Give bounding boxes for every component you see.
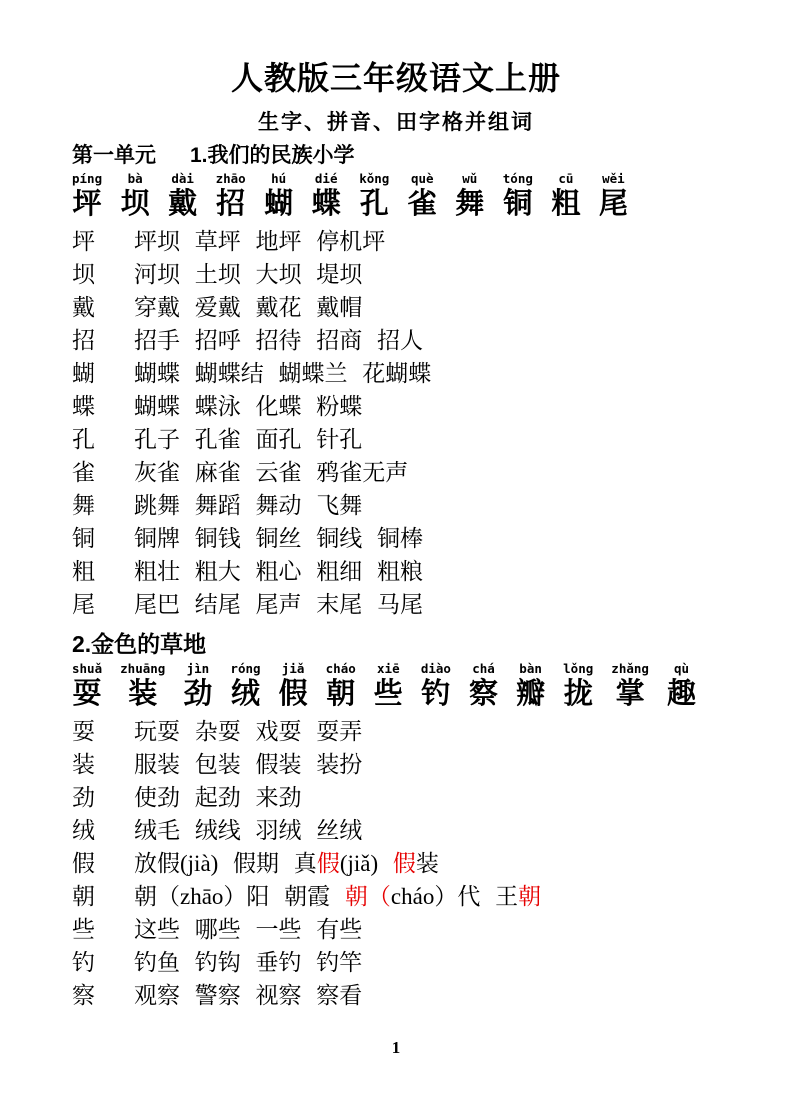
char-column [455,171,484,222]
word-row [72,880,720,913]
pinyin-label: cū [558,171,574,186]
compound-words [134,847,439,880]
compound-words [134,715,362,748]
char-column [599,171,628,222]
new-character: 劲 [183,678,213,710]
page-number: 1 [391,1038,401,1057]
word-text: 孔子 孔雀 面孔 针孔 [134,427,363,452]
char-column [121,171,150,222]
head-character: 些 [72,917,95,942]
pinyin-label: què [411,171,434,186]
pinyin-label: cháo [325,661,356,676]
char-column [667,661,696,712]
word-row [72,357,720,390]
lesson-title-2: 2.金色的草地 [72,631,207,657]
new-character: 蝶 [311,188,341,220]
head-character: 假 [72,851,95,876]
word-row [72,781,720,814]
char-column [359,171,389,222]
compound-words [134,456,408,489]
head-character: 绒 [72,818,95,843]
word-text: 蝴蝶 蝴蝶结 蝴蝶兰 花蝴蝶 [134,361,432,386]
compound-words [134,913,362,946]
head-character: 坝 [72,262,95,287]
pinyin-label: zhuāng [120,661,166,676]
word-row [72,522,720,555]
word-row [72,555,720,588]
char-column [120,661,165,712]
char-column [551,171,580,222]
compound-words [134,555,423,588]
word-text: 招手 招呼 招待 招商 招人 [134,328,423,353]
word-text: 跳舞 舞蹈 舞动 飞舞 [134,493,363,518]
new-character: 尾 [598,188,628,220]
new-character: 装 [128,678,158,710]
pinyin-label: kǒng [359,171,390,186]
head-character: 尾 [72,592,95,617]
compound-words [134,781,302,814]
head-character: 朝 [72,884,95,909]
new-character: 蝴 [264,188,294,220]
new-character: 舞 [455,188,485,220]
new-character: 假 [278,678,308,710]
new-character: 拢 [563,678,593,710]
char-column [72,171,102,222]
pinyin-label: wěi [602,171,625,186]
word-text: 服装 包装 假装 装扮 [134,752,363,777]
char-column [421,661,451,712]
word-text: 朝（zhāo）阳 朝霞 [134,884,345,909]
word-row [72,814,720,847]
pinyin-label: dài [171,171,194,186]
pinyin-label: tóng [502,171,533,186]
char-column [230,661,260,712]
word-row [72,423,720,456]
pinyin-label: zhǎng [611,661,649,676]
char-column [183,661,212,712]
word-row [72,588,720,621]
highlighted-text: 朝（ [344,884,391,909]
section-unit-1 [72,142,720,621]
document-title: 人教版三年级语文上册 [230,60,561,96]
compound-words [134,390,362,423]
head-character: 舞 [72,493,95,518]
new-character: 察 [469,678,499,710]
word-row [72,946,720,979]
word-text: (jiǎ) [339,851,393,876]
unit-label: 第一单元 [72,144,156,167]
pinyin-label: shuǎ [72,661,103,676]
char-column [72,661,102,712]
compound-words [134,979,362,1012]
char-column [503,171,533,222]
word-rows-section-1 [72,225,720,621]
head-character: 坪 [72,229,95,254]
char-column [264,171,293,222]
char-column [168,171,197,222]
new-character: 朝 [326,678,356,710]
compound-words [134,880,541,913]
pinyin-label: dié [314,171,338,186]
pinyin-character-grid [72,661,696,712]
head-character: 孔 [72,427,95,452]
new-character: 戴 [168,188,198,220]
new-character: 招 [216,188,246,220]
word-row [72,979,720,1012]
word-text: 河坝 土坝 大坝 堤坝 [134,262,363,287]
head-character: 粗 [72,559,95,584]
new-character: 钓 [421,678,451,710]
new-character: 坝 [120,188,150,220]
compound-words [134,357,431,390]
compound-words [134,588,423,621]
head-character: 察 [72,983,95,1008]
new-character: 粗 [551,188,581,220]
word-row [72,225,720,258]
word-text: 绒毛 绒线 羽绒 丝绒 [134,818,363,843]
head-character: 钓 [72,950,95,975]
word-row [72,291,720,324]
word-text: 坪坝 草坪 地坪 停机坪 [134,229,386,254]
highlighted-text: 假 [316,851,340,876]
word-text: 蝴蝶 蝶泳 化蝶 粉蝶 [134,394,363,419]
pinyin-label: lǒng [563,661,594,676]
pinyin-label: píng [72,171,103,186]
new-character: 些 [373,678,403,710]
compound-words [134,522,423,555]
char-column [374,661,403,712]
compound-words [134,258,362,291]
word-text: 粗壮 粗大 粗心 粗细 粗粮 [134,559,423,584]
word-row [72,847,720,880]
compound-words [134,946,362,979]
new-character: 雀 [407,188,437,220]
char-column [611,661,649,712]
compound-words [134,225,385,258]
pinyin-label: jìn [186,661,210,676]
section-lesson-2 [72,629,720,1012]
char-column [326,661,356,712]
pinyin-label: bà [127,171,143,186]
new-character: 铜 [503,188,533,220]
word-row [72,258,720,291]
char-column [216,171,246,222]
word-rows-section-2 [72,715,720,1012]
pinyin-label: qù [673,661,690,676]
word-text: 观察 警察 视察 察看 [134,983,363,1008]
word-text: 穿戴 爱戴 戴花 戴帽 [134,295,363,320]
new-character: 耍 [72,678,102,710]
word-text: 铜牌 铜钱 铜丝 铜线 铜棒 [134,526,423,551]
word-row [72,489,720,522]
char-column [469,661,498,712]
head-character: 劲 [72,785,95,810]
pinyin-label: diào [420,661,451,676]
head-character: 装 [72,752,95,777]
word-text: 放假(jià) 假期 真 [134,851,317,876]
pinyin-label: xiē [377,661,400,676]
new-character: 绒 [230,678,260,710]
pinyin-label: jiǎ [281,661,305,676]
highlighted-text: 假 [392,851,416,876]
word-row [72,748,720,781]
char-column [563,661,593,712]
head-character: 铜 [72,526,95,551]
word-row [72,324,720,357]
head-character: 雀 [72,460,95,485]
pinyin-label: róng [230,661,261,676]
head-character: 蝶 [72,394,95,419]
word-text: 尾巴 结尾 尾声 末尾 马尾 [134,592,423,617]
pinyin-label: hú [271,171,287,186]
compound-words [134,291,362,324]
head-character: 耍 [72,719,95,744]
pinyin-label: chá [472,661,495,676]
char-column [312,171,341,222]
section-heading [72,142,720,169]
document-subtitle: 生字、拼音、田字格并组词 [258,111,534,134]
char-column [279,661,308,712]
pinyin-label: zhāo [215,171,246,186]
new-character: 趣 [666,678,696,710]
word-text: 灰雀 麻雀 云雀 鸦雀无声 [134,460,409,485]
pinyin-label: wǔ [462,171,478,186]
char-column [408,171,437,222]
new-character: 掌 [615,678,645,710]
word-row [72,913,720,946]
head-character: 招 [72,328,95,353]
compound-words [134,814,362,847]
lesson-title-1: 1.我们的民族小学 [190,144,355,167]
compound-words [134,748,362,781]
new-character: 瓣 [516,678,546,710]
head-character: 戴 [72,295,95,320]
new-character: 坪 [72,188,102,220]
compound-words [134,423,362,456]
highlighted-text: 朝 [518,884,542,909]
word-row [72,390,720,423]
word-text: 使劲 起劲 来劲 [134,785,302,810]
pinyin-label: bàn [519,661,542,676]
new-character: 孔 [359,188,389,220]
pinyin-character-grid [72,171,628,222]
word-text: cháo）代 王 [390,884,519,909]
word-text: 这些 哪些 一些 有些 [134,917,363,942]
word-row [72,456,720,489]
char-column [516,661,545,712]
compound-words [134,324,423,357]
head-character: 蝴 [72,361,95,386]
compound-words [134,489,362,522]
word-text: 装 [415,851,439,876]
word-text: 钓鱼 钓钩 垂钓 钓竿 [134,950,363,975]
word-row [72,715,720,748]
word-text: 玩耍 杂耍 戏耍 耍弄 [134,719,363,744]
